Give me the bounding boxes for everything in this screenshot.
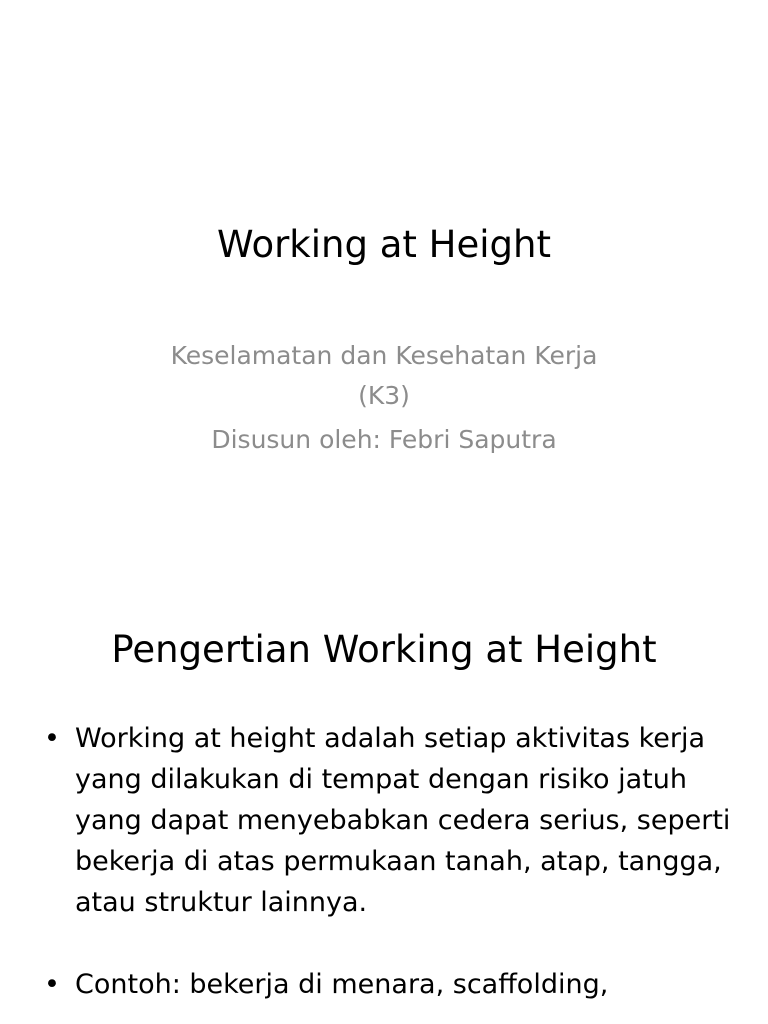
bullet-item-definition xyxy=(44,718,734,923)
bullet-text: Working at height adalah setiap aktivitas kerja yang dilakukan di tempat dengan risiko jatuh yang dapat menyebabkan cedera serius, seperti bekerja di atas permukaan tanah, atap, tangga, atau struktur lainnya. xyxy=(75,723,731,918)
bullet-item-example xyxy=(44,964,734,1005)
slide-subtitle xyxy=(0,336,768,460)
slide-title-heading: Working at Height xyxy=(217,223,551,266)
bullet-list xyxy=(44,718,734,1024)
bullet-text: Contoh: bekerja di menara, scaffolding, xyxy=(75,969,609,1000)
subtitle-line-author: Disusun oleh: Febri Saputra xyxy=(211,425,557,454)
subtitle-line-topic: Keselamatan dan Kesehatan Kerja xyxy=(170,341,598,370)
definition-heading: Pengertian Working at Height xyxy=(111,628,657,671)
subtitle-line-abbrev: (K3) xyxy=(358,381,410,410)
bullet-icon: • xyxy=(44,969,60,1000)
bullet-icon: • xyxy=(44,723,60,754)
slide-definition xyxy=(0,576,768,1024)
